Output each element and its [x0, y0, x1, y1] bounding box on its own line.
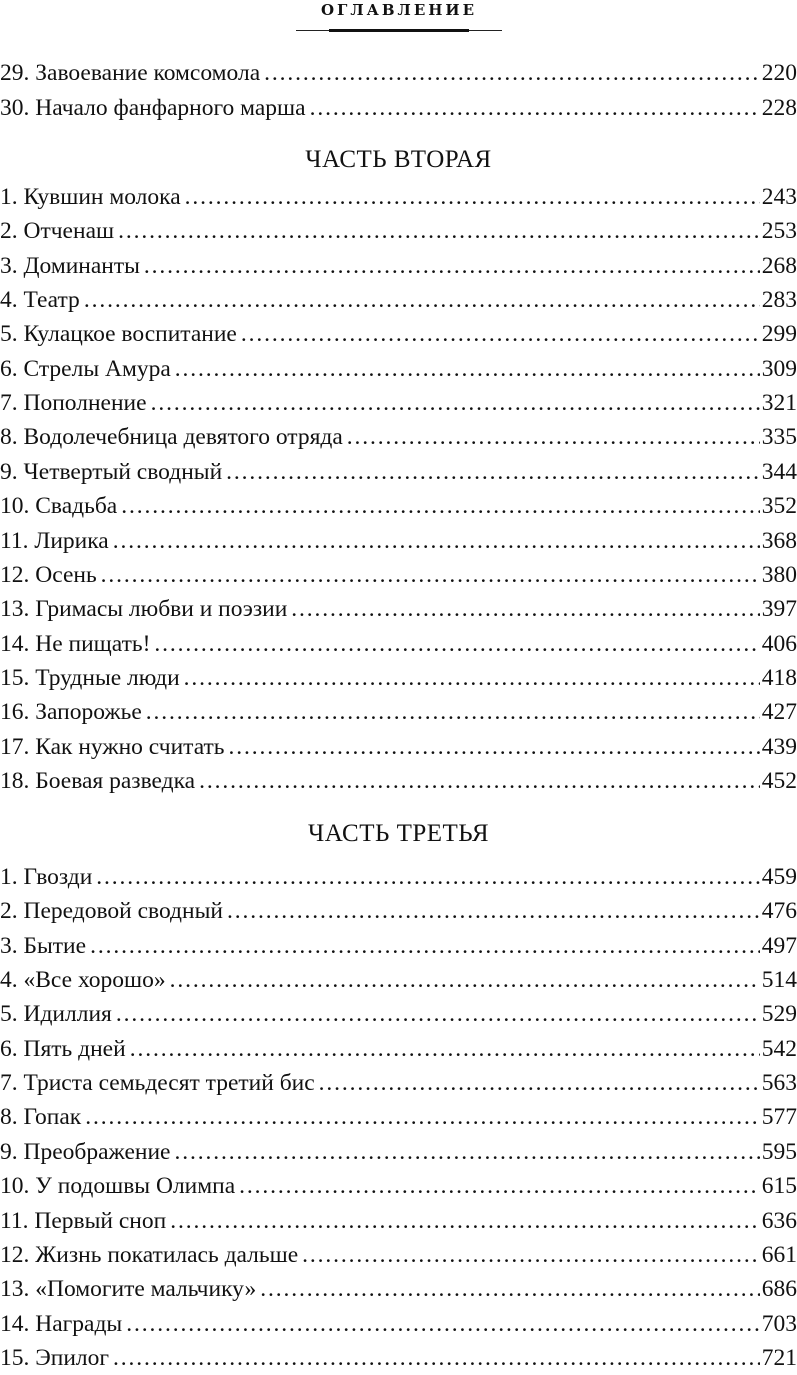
- toc-entry-page-number: 243: [761, 184, 797, 210]
- dot-leader: [154, 627, 759, 661]
- toc-entry-page-number: 595: [761, 1138, 797, 1165]
- toc-entry-title: 5. Кулацкое воспитание: [0, 321, 237, 348]
- header-rule: [296, 30, 502, 31]
- dot-leader: [85, 1100, 760, 1134]
- toc-entry: [0, 317, 797, 351]
- toc-entry-title: 10. У подошвы Олимпа: [0, 1173, 236, 1200]
- dot-leader: [227, 894, 760, 928]
- toc-entry: [0, 249, 797, 283]
- dot-leader: [175, 352, 760, 386]
- toc-entry-title: 13. Гримасы любви и поэзии: [0, 596, 288, 623]
- toc-entry-page-number: 615: [761, 1173, 797, 1200]
- toc-entry-title: 9. Четвертый сводный: [0, 458, 223, 485]
- toc-entry-page-number: 459: [761, 864, 797, 890]
- toc-entry-title: 13. «Помогите мальчику»: [0, 1276, 257, 1303]
- toc-entry: [0, 489, 797, 523]
- toc-entry-title: 11. Лирика: [0, 527, 109, 554]
- toc-entry-page-number: 253: [761, 218, 797, 245]
- toc-entry: [0, 1238, 797, 1272]
- toc-entry-title: 14. Не пищать!: [0, 630, 151, 657]
- toc-entry: [0, 386, 797, 420]
- dot-leader: [260, 1272, 759, 1306]
- toc-entry-title: 15. Трудные люди: [0, 664, 180, 691]
- toc-entry-page-number: 380: [761, 561, 797, 588]
- toc-entry-page-number: 529: [761, 1001, 797, 1028]
- dot-leader: [90, 929, 760, 963]
- dot-leader: [121, 489, 760, 523]
- toc-entry-title: 29. Завоевание комсомола: [0, 60, 261, 86]
- toc-entry-title: 12. Осень: [0, 561, 97, 588]
- section-title-part2: ЧАСТЬ ВТОРАЯ: [305, 146, 492, 173]
- toc-entry-title: 9. Преображение: [0, 1138, 171, 1165]
- dot-leader: [113, 524, 760, 558]
- dot-leader: [130, 1032, 760, 1066]
- dot-leader: [199, 764, 760, 798]
- toc-entry: [0, 730, 797, 764]
- toc-entry-page-number: 406: [761, 630, 797, 657]
- toc-entry: [0, 695, 797, 729]
- toc-entry: [0, 1135, 797, 1169]
- toc-entry-page-number: 427: [761, 699, 797, 726]
- dot-leader: [144, 249, 760, 283]
- dot-leader: [239, 1169, 760, 1203]
- toc-entry-page-number: 228: [761, 94, 797, 121]
- dot-leader: [174, 1135, 759, 1169]
- dot-leader: [96, 860, 759, 894]
- toc-entry-page-number: 497: [761, 932, 797, 959]
- toc-entry-title: 4. «Все хорошо»: [0, 967, 166, 994]
- toc-entry-title: 7. Триста семьдесят третий бис: [0, 1070, 315, 1097]
- toc-entry-title: 10. Свадьба: [0, 493, 118, 520]
- toc-entry-page-number: 335: [761, 424, 797, 451]
- dot-leader: [241, 317, 760, 351]
- toc-entry: [0, 558, 797, 592]
- toc-entry-title: 16. Запорожье: [0, 699, 142, 726]
- toc-entry-page-number: 703: [761, 1310, 797, 1337]
- dot-leader: [310, 91, 760, 125]
- toc-entry-page-number: 661: [761, 1241, 797, 1268]
- toc-entry: [0, 214, 797, 248]
- dot-leader: [319, 1066, 760, 1100]
- toc-entry: [0, 963, 797, 997]
- toc-entry: [0, 420, 797, 454]
- toc-entry-title: 15. Эпилог: [0, 1344, 110, 1371]
- toc-entry-page-number: 368: [761, 527, 797, 554]
- dot-leader: [146, 695, 760, 729]
- toc-entry-page-number: 397: [761, 596, 797, 623]
- toc-entry-page-number: 220: [761, 60, 797, 86]
- dot-leader: [347, 420, 760, 454]
- toc-entry: [0, 894, 797, 928]
- toc-entry: [0, 1272, 797, 1306]
- toc-entry-page-number: 352: [761, 493, 797, 520]
- dot-leader: [116, 997, 760, 1031]
- toc-entry: [0, 592, 797, 626]
- toc-entry: [0, 455, 797, 489]
- toc-entry-title: 6. Пять дней: [0, 1035, 126, 1062]
- dot-leader: [170, 1204, 760, 1238]
- toc-entry: [0, 1066, 797, 1100]
- toc-entry-page-number: 439: [761, 733, 797, 760]
- dot-leader: [84, 283, 760, 317]
- toc-entry: [0, 1341, 797, 1375]
- toc-entry: [0, 283, 797, 317]
- toc-entry: [0, 860, 797, 894]
- dot-leader: [264, 56, 760, 90]
- dot-leader: [118, 214, 760, 248]
- toc-entry-page-number: 283: [761, 287, 797, 314]
- toc-entry-page-number: 309: [761, 355, 797, 382]
- toc-entry-title: 5. Идиллия: [0, 1001, 112, 1028]
- dot-leader: [229, 730, 760, 764]
- toc-entry-title: 3. Бытие: [0, 932, 87, 959]
- dot-leader: [113, 1341, 760, 1375]
- toc-entry-title: 30. Начало фанфарного марша: [0, 94, 306, 121]
- toc-entry-page-number: 514: [761, 967, 797, 994]
- running-header: [296, 0, 502, 31]
- toc-entry-page-number: 321: [761, 390, 797, 417]
- toc-entry-title: 2. Передовой сводный: [0, 898, 223, 925]
- toc-entry-page-number: 344: [761, 458, 797, 485]
- toc-entry-title: 6. Стрелы Амура: [0, 355, 171, 382]
- toc-entry-page-number: 476: [761, 898, 797, 925]
- toc-entry: [0, 1100, 797, 1134]
- toc-entry-page-number: 686: [761, 1276, 797, 1303]
- toc-entry: [0, 997, 797, 1031]
- toc-entry-title: 8. Гопак: [0, 1104, 82, 1131]
- toc-entry: [0, 1032, 797, 1066]
- toc-entry-title: 4. Театр: [0, 287, 80, 314]
- page-title: ОГЛАВЛЕНИЕ: [320, 1, 478, 19]
- dot-leader: [151, 386, 760, 420]
- toc-entry-title: 7. Пополнение: [0, 390, 147, 417]
- toc-entry-title: 1. Кувшин молока: [0, 184, 181, 210]
- dot-leader: [126, 1307, 760, 1341]
- toc-entry-page-number: 721: [761, 1344, 797, 1371]
- toc-entry-title: 18. Боевая разведка: [0, 767, 196, 794]
- dot-leader: [184, 661, 760, 695]
- toc-entry: [0, 627, 797, 661]
- toc-entry-title: 8. Водолечебница девятого отряда: [0, 424, 343, 451]
- toc-entry: [0, 1204, 797, 1238]
- dot-leader: [302, 1238, 760, 1272]
- toc-entry-title: 14. Награды: [0, 1310, 123, 1337]
- toc-entry-title: 2. Отченаш: [0, 218, 115, 245]
- toc-entry: [0, 1307, 797, 1341]
- toc-entry-title: 3. Доминанты: [0, 252, 140, 279]
- toc-entry-page-number: 542: [761, 1035, 797, 1062]
- dot-leader: [185, 180, 760, 214]
- dot-leader: [170, 963, 760, 997]
- toc-entry: [0, 1169, 797, 1203]
- toc-entry-page-number: 452: [761, 767, 797, 794]
- toc-entry-page-number: 577: [761, 1104, 797, 1131]
- toc-entry: [0, 929, 797, 963]
- toc-entry-page-number: 563: [761, 1070, 797, 1097]
- toc-entry: [0, 352, 797, 386]
- section-title-part3: ЧАСТЬ ТРЕТЬЯ: [307, 820, 490, 847]
- toc-entry-title: 1. Гвозди: [0, 864, 93, 890]
- toc-entry: [0, 56, 797, 90]
- toc-entry: [0, 661, 797, 695]
- toc-entry: [0, 524, 797, 558]
- dot-leader: [101, 558, 760, 592]
- dot-leader: [226, 455, 760, 489]
- toc-entry: [0, 91, 797, 125]
- toc-entry-title: 11. Первый сноп: [0, 1207, 167, 1234]
- toc-entry: [0, 764, 797, 798]
- toc-entry-title: 17. Как нужно считать: [0, 733, 225, 760]
- toc-entry: [0, 180, 797, 214]
- dot-leader: [291, 592, 759, 626]
- toc-entry-page-number: 268: [761, 252, 797, 279]
- toc-entry-title: 12. Жизнь покатилась дальше: [0, 1241, 299, 1268]
- toc-entry-page-number: 299: [761, 321, 797, 348]
- toc-entry-page-number: 418: [761, 664, 797, 691]
- toc-entry-page-number: 636: [761, 1207, 797, 1234]
